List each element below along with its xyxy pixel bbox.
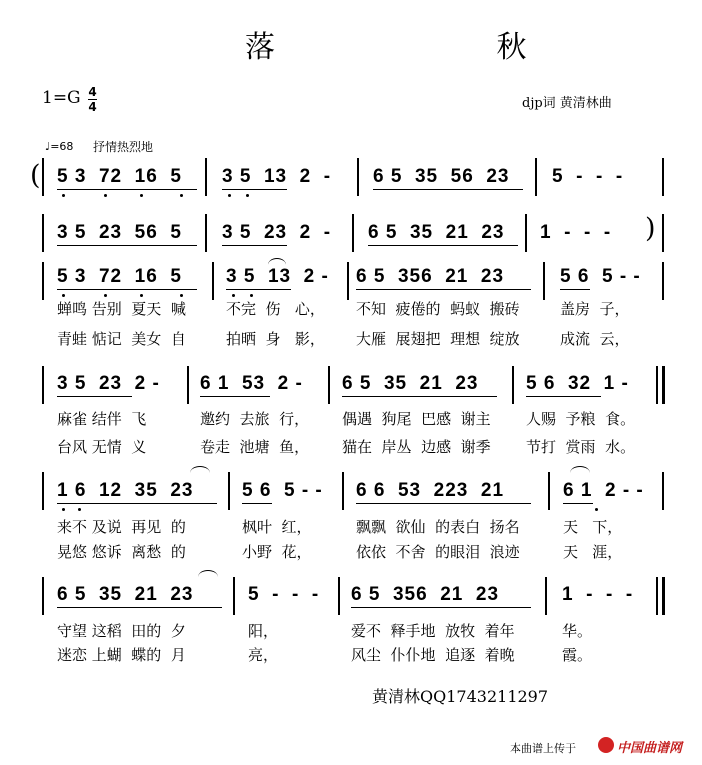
site-logo-icon	[598, 737, 614, 753]
credits: djp词 黄清林曲	[522, 96, 612, 111]
site-logo[interactable]	[617, 737, 682, 756]
time-signature-top: 4	[88, 85, 97, 99]
lyric: 拍晒 身 影，	[226, 330, 325, 348]
measure: 5 6 5 - -	[560, 266, 641, 287]
lyric: 天 下，	[563, 518, 623, 536]
measure: 3 5 23 2 -	[222, 222, 332, 243]
measure: 3 5 13 2 -	[226, 266, 329, 287]
intro-close-paren: )	[645, 213, 656, 244]
measure: 6 1 2 - -	[563, 480, 644, 501]
site-logo-label: 中国曲谱网	[617, 741, 683, 756]
lyric: 大雁 展翅把 理想 绽放	[356, 330, 520, 348]
footer-text: 本曲谱上传于	[510, 742, 576, 755]
lyric: 亮，	[248, 646, 279, 664]
measure: 6 5 356 21 23	[351, 584, 500, 605]
lyric: 人赐 予粮 食。	[526, 410, 636, 428]
measure: 5 - - -	[552, 166, 624, 187]
measure: 1 - - -	[540, 222, 612, 243]
measure: 5 3 72 16 5	[57, 166, 182, 187]
lyric: 青蛙 惦记 美女 自	[57, 330, 186, 348]
lyric: 来不 及说 再见 的	[57, 518, 186, 536]
measure: 6 5 35 21 23	[57, 584, 194, 605]
measure: 3 5 13 2 -	[222, 166, 332, 187]
measure: 3 5 23 2 -	[57, 373, 160, 394]
arranger-signature: 黄清林QQ1743211297	[372, 687, 549, 706]
lyric: 风尘 仆仆地 追逐 着晚	[351, 646, 515, 664]
lyric: 邀约 去旅 行，	[200, 410, 310, 428]
measure: 3 5 23 56 5	[57, 222, 182, 243]
measure: 1 - - -	[562, 584, 634, 605]
measure: 5 - - -	[248, 584, 320, 605]
time-signature	[88, 86, 97, 113]
lyric: 成流 云，	[560, 330, 630, 348]
measure: 5 6 32 1 -	[526, 373, 629, 394]
measure: 6 5 35 21 23	[342, 373, 479, 394]
lyric: 不完 伤 心，	[226, 300, 325, 318]
lyric: 霞。	[562, 646, 593, 664]
lyric: 爱不 释手地 放牧 着年	[351, 622, 515, 640]
expression-mark: 抒情热烈地	[93, 140, 154, 154]
measure: 6 6 53 223 21	[356, 480, 505, 501]
lyric: 阳，	[248, 622, 279, 640]
lyric: 不知 疲倦的 蚂蚁 搬砖	[356, 300, 520, 318]
lyric: 节打 赏雨 水。	[526, 438, 636, 456]
measure: 6 5 35 21 23	[368, 222, 505, 243]
lyric: 卷走 池塘 鱼，	[200, 438, 310, 456]
measure: 6 1 53 2 -	[200, 373, 303, 394]
lyric: 迷恋 上蝴 蝶的 月	[57, 646, 186, 664]
intro-open-paren: (	[30, 160, 41, 191]
lyric: 华。	[562, 622, 593, 640]
lyric: 猫在 岸丛 边感 谢季	[342, 438, 491, 456]
lyric: 小野 花，	[242, 543, 312, 561]
time-signature-bottom: 4	[88, 100, 97, 114]
lyric: 晃悠 悠诉 离愁 的	[57, 543, 186, 561]
lyric: 飘飘 欲仙 的表白 扬名	[356, 518, 520, 536]
measure: 6 5 356 21 23	[356, 266, 505, 287]
lyric: 天 涯，	[563, 543, 623, 561]
measure: 5 3 72 16 5	[57, 266, 182, 287]
lyric: 盖房 子，	[560, 300, 630, 318]
lyric: 蝉鸣 告别 夏天 喊	[57, 300, 186, 318]
key-signature: 1=G	[42, 88, 81, 108]
measure: 6 5 35 56 23	[373, 166, 510, 187]
lyric: 偶遇 狗尾 巴感 谢主	[342, 410, 491, 428]
measure: 5 6 5 - -	[242, 480, 323, 501]
lyric: 依依 不舍 的眼泪 浪迹	[356, 543, 520, 561]
measure: 1 6 12 35 23	[57, 480, 194, 501]
tempo-mark: ♩=68	[45, 140, 74, 153]
lyric: 台风 无情 义	[57, 438, 147, 456]
lyric: 枫叶 红，	[242, 518, 312, 536]
lyric: 麻雀 结伴 飞	[57, 410, 147, 428]
lyric: 守望 这稻 田的 夕	[57, 622, 186, 640]
song-title: 落 秋	[245, 30, 633, 65]
